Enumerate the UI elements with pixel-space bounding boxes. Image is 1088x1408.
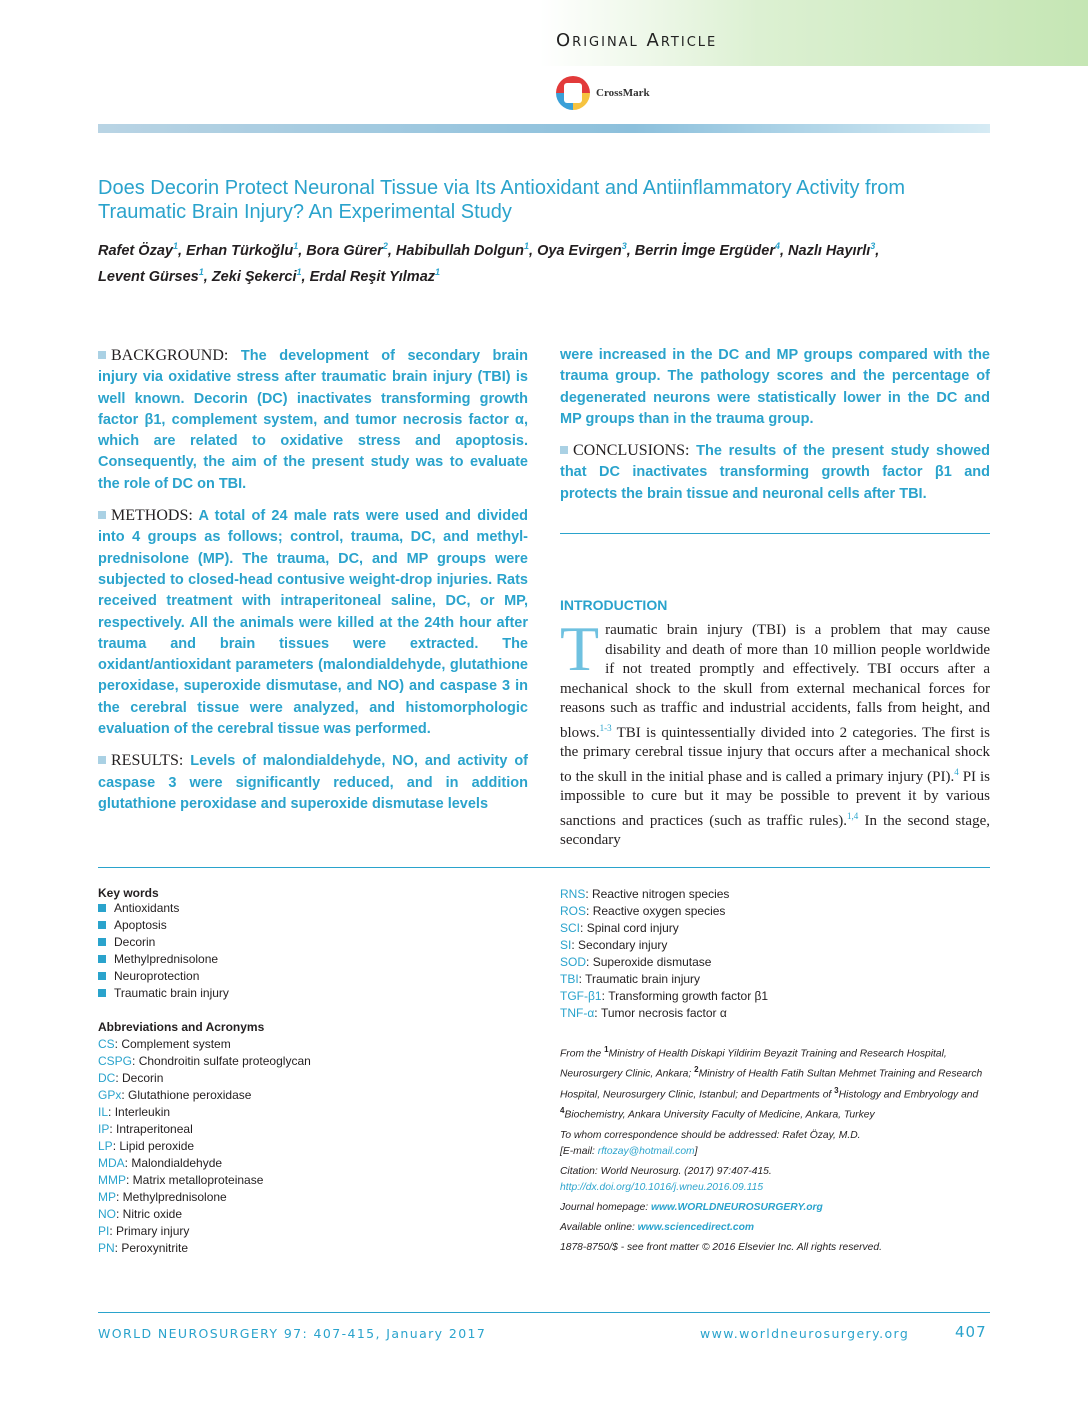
keyword-item: Antioxidants — [98, 900, 518, 917]
bullet-square-icon — [98, 938, 106, 946]
bullet-square-icon — [98, 511, 106, 519]
crossmark-label: CrossMark — [596, 87, 650, 99]
affiliations: From the $^1$Ministry of Health Diskapi Yildirim Beyazit Training and Research Hospital, Neurosurgery Clinic, Ankara; $^2$Ministry of Health Fatih Sultan Mehmet Training and Research Hospital, Neurosurgery Clinic, Istanbul; and Departments of $^3$Histology and Embryology and $^4$Biochemistry, Ankara University Faculty of Medicine, Ankara, Turkey — [560, 1045, 983, 1121]
bullet-square-icon — [98, 904, 106, 912]
abbreviation-row: IL: Interleukin — [98, 1105, 171, 1119]
abstract-results: RESULTS: Levels of malondialdehyde, NO, and activity of caspase 3 were significantly reduced, and in addition glutathione peroxidase and superoxide dismutase levels — [98, 752, 529, 812]
section-label: Original Article — [556, 30, 718, 51]
author: Zeki Şekerci$^1$, — [211, 266, 310, 285]
body-divider — [98, 867, 990, 868]
abbreviation-row: ROS: Reactive oxygen species — [560, 904, 726, 918]
author: Erdal Reşit Yılmaz$^1$ — [309, 266, 441, 285]
introduction-text: Traumatic brain injury (TBI) is a problem that may cause disability and death of more than 10 million people worldwide if not treated promptly and effectively. TBI occurs after a mechanical shock to the skull from external mechanical forces for reasons such as traffic and industrial accidents, falls from height, and blows.$^{1-3}$ TBI is quintessentially divided into 2 categories. The first is the primary cerebral tissue injury that occurs after a mechanical shock to the skull in the initial phase and is called a primary injury (PI).$^4$ PI is impossible to cure but it may be possible to prevent it by various sanctions and practices (such as traffic rules).$^{1,4}$ In the second stage, secondary — [560, 613, 991, 848]
abstract-right-column — [560, 345, 990, 515]
correspondence: To whom correspondence should be addressed: Rafet Özay, M.D. [E-mail: rftozay@hotmail.com] — [560, 1129, 861, 1157]
abbreviation-row: LP: Lipid peroxide — [98, 1139, 195, 1153]
abbreviation-row: TGF-β1: Transforming growth factor β1 — [560, 989, 769, 1003]
abbreviation-row: SCI: Spinal cord injury — [560, 921, 679, 935]
abstract-conclusions: CONCLUSIONS: The results of the present study showed that DC inactivates transforming growth factor β1 and protects the brain tissue and neuronal cells after TBI. — [560, 442, 991, 502]
abstract-background: BACKGROUND: The development of secondary brain injury via oxidative stress after traumatic brain injury (TBI) is well known. Decorin (DC) inactivates transforming growth factor β1, complement system, and tumor necrosis factor α, which are related to oxidative stress and apoptosis. Consequently, the aim of the present study was to evaluate the role of DC on TBI. — [98, 347, 529, 492]
abbreviation-row: SOD: Superoxide dismutase — [560, 955, 712, 969]
keyword-item: Neuroprotection — [98, 968, 518, 985]
keyword-item: Apoptosis — [98, 917, 518, 934]
abbreviations-heading: Abbreviations and Acronyms — [98, 1020, 265, 1034]
abbreviation-row: IP: Intraperitoneal — [98, 1122, 193, 1136]
citation: Citation: World Neurosurg. (2017) 97:407-415. http://dx.doi.org/10.1016/j.wneu.2016.09.115 — [560, 1165, 772, 1193]
journal-homepage: Journal homepage: www.WORLDNEUROSURGERY.org — [560, 1201, 823, 1213]
author: Rafet Özay$^1$, — [98, 241, 187, 259]
bullet-square-icon — [98, 989, 106, 997]
abbreviations-left — [98, 1019, 518, 1257]
crossmark-icon — [556, 76, 590, 110]
abbreviation-row: TNF-α: Tumor necrosis factor α — [560, 1006, 727, 1020]
article-title: Does Decorin Protect Neuronal Tissue via Its Antioxidant and Antiinflammatory Activity from Traumatic Brain Injury? An Experimental Study — [98, 177, 906, 223]
available-online: Available online: www.sciencedirect.com — [560, 1221, 755, 1233]
abstract-divider — [560, 533, 990, 534]
keywords-heading: Key words — [98, 886, 159, 900]
abbreviation-row: CS: Complement system — [98, 1037, 231, 1051]
author: Berrin İmge Ergüder$^4$, — [634, 241, 789, 259]
citation-ref[interactable]: 4 — [954, 766, 959, 777]
abbreviation-row: PI: Primary injury — [98, 1224, 190, 1238]
keyword-item: Methylprednisolone — [98, 951, 518, 968]
header-rule — [98, 124, 990, 133]
footer-journal: WORLD NEUROSURGERY 97: 407-415, January 2017 — [98, 1326, 487, 1341]
author: Oya Evirgen$^3$, — [537, 241, 635, 259]
footer-rule — [98, 1312, 990, 1313]
abstract-methods: METHODS: A total of 24 male rats were used and divided into 4 groups as follows; control, trauma, DC, and methyl-prednisolone (MP). The trauma, DC, and MP groups were subjected to closed-head contusive weight-drop injuries. Rats received treatment with intraperitoneal saline, DC, or MP, respectively. All the animals were killed at the 24th hour after trauma and brain tissues were extracted. The oxidant/antioxidant parameters (malondialdehyde, glutathione peroxidase, superoxide dismutase, and NO) and caspase 3 in the cerebral tissue were analyzed, and histomorphologic evaluation of the cerebral tissue was performed. — [98, 507, 528, 738]
author: Nazlı Hayırlı$^3$, — [788, 241, 880, 259]
author: Habibullah Dolgun$^1$, — [395, 241, 538, 259]
email-link[interactable]: rftozay@hotmail.com — [597, 1145, 695, 1157]
doi-link[interactable]: http://dx.doi.org/10.1016/j.wneu.2016.09.115 — [560, 1181, 764, 1193]
abbreviations-right — [560, 886, 990, 1022]
citation-ref[interactable]: 1,4 — [847, 810, 859, 821]
bullet-square-icon — [98, 955, 106, 963]
introduction-heading: INTRODUCTION — [560, 597, 668, 613]
abstract-left-column — [98, 345, 528, 825]
keyword-item: Decorin — [98, 934, 518, 951]
author-list — [98, 236, 998, 288]
author: Bora Gürer$^2$, — [306, 241, 396, 259]
author: Erhan Türkoğlu$^1$, — [186, 241, 307, 259]
keywords-box — [98, 886, 518, 1002]
copyright: 1878-8750/$ - see front matter © 2016 Elsevier Inc. All rights reserved. — [560, 1241, 882, 1253]
abbreviation-row: CSPG: Chondroitin sulfate proteoglycan — [98, 1054, 311, 1068]
affiliations-block — [560, 1042, 990, 1260]
keyword-item: Traumatic brain injury — [98, 985, 518, 1002]
bullet-square-icon — [98, 756, 106, 764]
sciencedirect-link[interactable]: www.sciencedirect.com — [637, 1221, 755, 1233]
footer-url[interactable]: www.worldneurosurgery.org — [700, 1326, 910, 1341]
bullet-square-icon — [560, 446, 568, 454]
citation-ref[interactable]: 1-3 — [599, 722, 612, 733]
author: Levent Gürses$^1$, — [98, 266, 212, 285]
abbreviation-row: DC: Decorin — [98, 1071, 164, 1085]
homepage-link[interactable]: www.WORLDNEUROSURGERY.org — [651, 1201, 823, 1213]
abbreviation-row: MP: Methylprednisolone — [98, 1190, 227, 1204]
abbreviation-row: TBI: Traumatic brain injury — [560, 972, 701, 986]
abbreviation-row: NO: Nitric oxide — [98, 1207, 183, 1221]
bullet-square-icon — [98, 972, 106, 980]
abbreviation-row: MDA: Malondialdehyde — [98, 1156, 223, 1170]
abbreviation-row: SI: Secondary injury — [560, 938, 668, 952]
abbreviation-row: MMP: Matrix metalloproteinase — [98, 1173, 264, 1187]
page-number: 407 — [955, 1323, 987, 1341]
abbreviation-row: GPx: Glutathione peroxidase — [98, 1088, 252, 1102]
abbreviation-row: PN: Peroxynitrite — [98, 1241, 189, 1255]
crossmark-badge[interactable] — [556, 76, 650, 110]
abbreviation-row: RNS: Reactive nitrogen species — [560, 887, 730, 901]
bullet-square-icon — [98, 351, 106, 359]
bullet-square-icon — [98, 921, 106, 929]
dropcap: T — [560, 613, 600, 684]
abstract-results-continued: were increased in the DC and MP groups compared with the trauma group. The pathology scores and the percentage of degenerated neurons were statistically lower in the DC and MP groups than in the trauma group. — [560, 347, 990, 427]
